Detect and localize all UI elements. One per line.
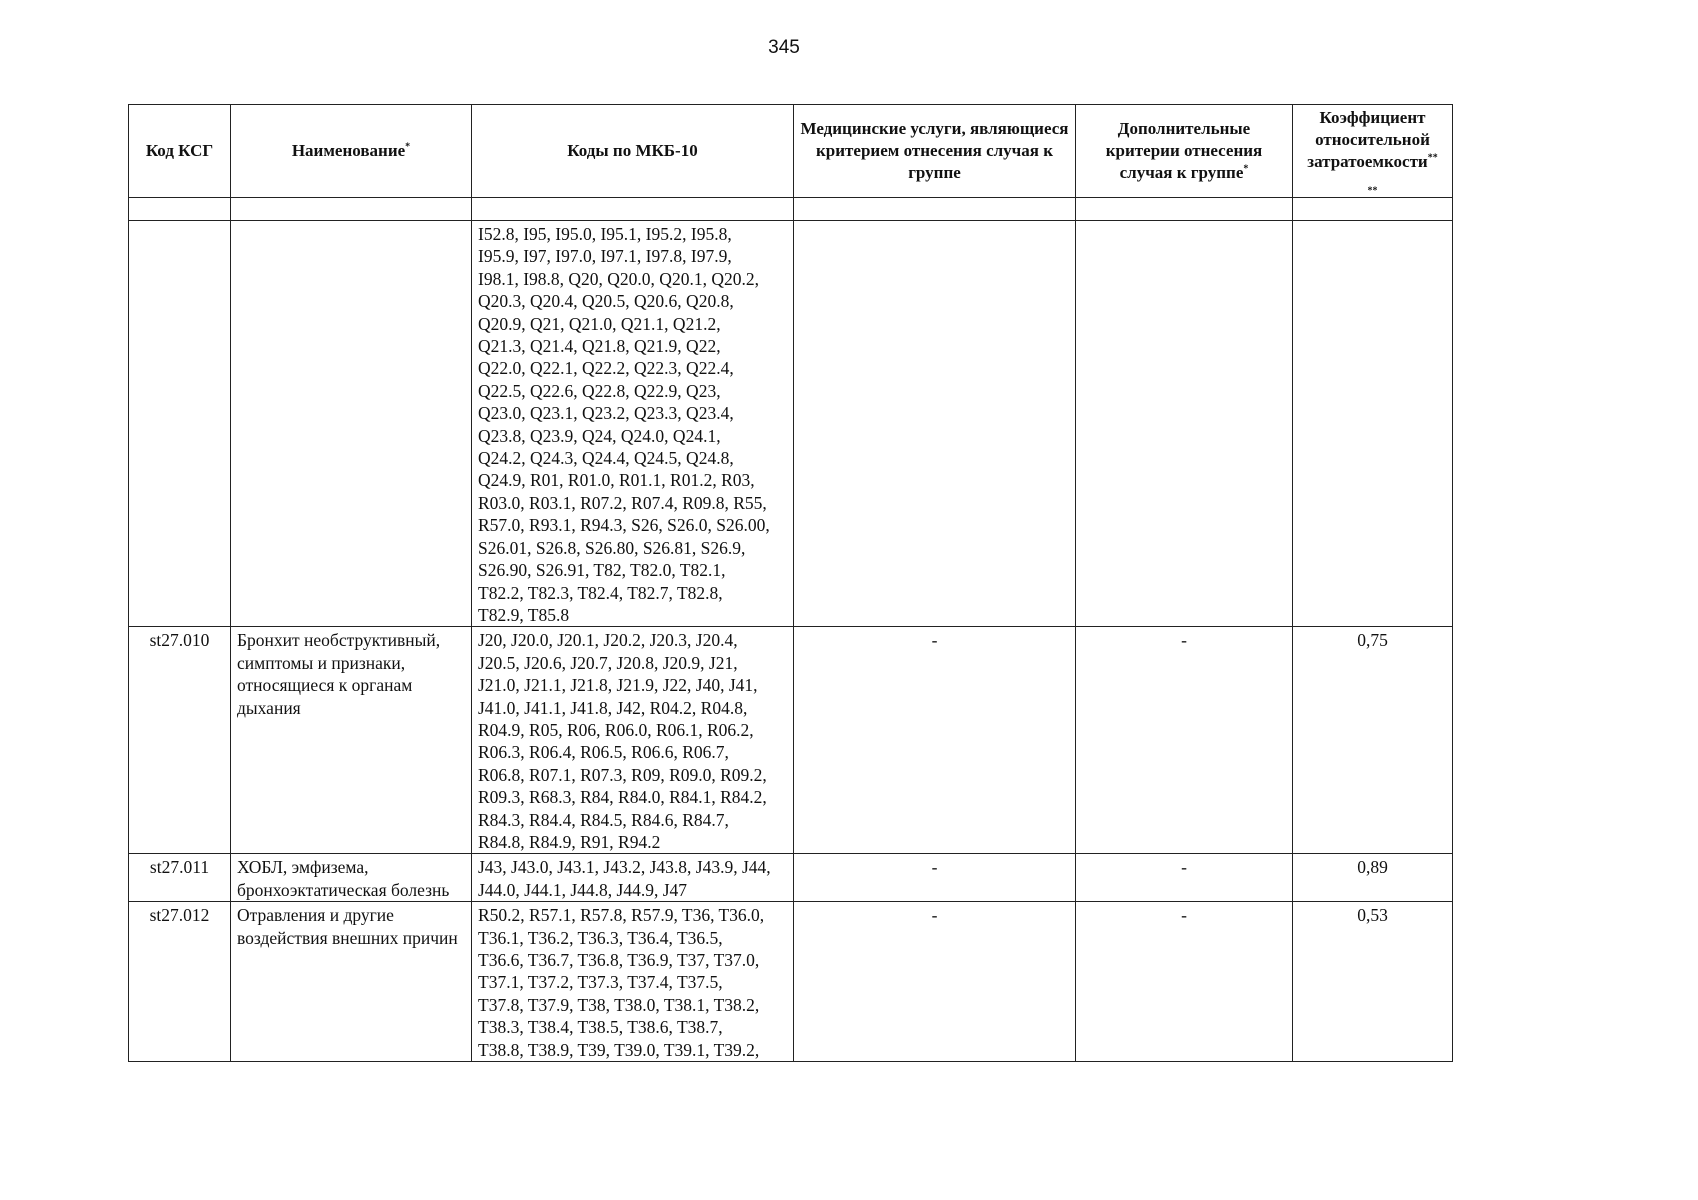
extra-criteria-cell: - — [1076, 854, 1293, 902]
mkb-codes-cell: I52.8, I95, I95.0, I95.1, I95.2, I95.8, I95.9, I97, I97.0, I97.1, I97.8, I97.9, I98.1, I98.8, Q20, Q20.0, Q20.1, Q20.2, Q20.3, Q20.4, Q20.5, Q20.6, Q20.8, Q20.9, Q21, Q21.0, Q21.1, Q21.2, Q21.3, Q21.4, Q21.8, Q21.9, Q22, Q22.0, Q22.1, Q22.2, Q22.3, Q22.4, Q22.5, Q22.6, Q22.8, Q22.9, Q23, Q23.0, Q23.1, Q23.2, Q23.3, Q23.4, Q23.8, Q23.9, Q24, Q24.0, Q24.1, Q24.2, Q24.3, Q24.4, Q24.5, Q24.8, Q24.9, R01, R01.0, R01.1, R01.2, R03, R03.0, R03.1, R07.2, R07.4, R09.8, R55, R57.0, R93.1, R94.3, S26, S26.0, S26.00, S26.01, S26.8, S26.80, S26.81, S26.9, S26.90, S26.91, T82, T82.0, T82.1, T82.2, T82.3, T82.4, T82.7, T82.8, T82.9, T85.8 — [472, 221, 794, 627]
table-row — [129, 627, 1453, 854]
page-number: 345 — [768, 37, 800, 58]
footnote-mark: ** — [1367, 185, 1378, 197]
name-cell: Бронхит необструктивный, симптомы и признаки, относящиеся к органам дыхания — [231, 627, 472, 854]
spacer-row — [129, 198, 1453, 221]
coefficient-cell — [1293, 221, 1453, 627]
ksg-code-cell — [129, 221, 231, 627]
footnote-mark: * — [1243, 163, 1249, 175]
extra-criteria-cell: - — [1076, 902, 1293, 1062]
table-row — [129, 221, 1453, 627]
services-cell: - — [794, 854, 1076, 902]
coefficient-cell: 0,53 — [1293, 902, 1453, 1062]
header-extra-criteria: Дополнительные критерии отнесения случая к группе* — [1076, 105, 1293, 198]
ksg-code-cell: st27.011 — [129, 854, 231, 902]
mkb-codes-cell: J20, J20.0, J20.1, J20.2, J20.3, J20.4, J20.5, J20.6, J20.7, J20.8, J20.9, J21, J21.0, J21.1, J21.8, J21.9, J22, J40, J41, J41.0, J41.1, J41.8, J42, R04.2, R04.8, R04.9, R05, R06, R06.0, R06.1, R06.2, R06.3, R06.4, R06.5, R06.6, R06.7, R06.8, R07.1, R07.3, R09, R09.0, R09.2, R09.3, R68.3, R84, R84.0, R84.1, R84.2, R84.3, R84.4, R84.5, R84.6, R84.7, R84.8, R84.9, R91, R94.2 — [472, 627, 794, 854]
table-row — [129, 854, 1453, 902]
extra-criteria-cell — [1076, 221, 1293, 627]
header-name: Наименование* — [231, 105, 472, 198]
table-row — [129, 902, 1453, 1062]
header-mkb-codes: Коды по МКБ-10 — [472, 105, 794, 198]
footnote-mark: * — [405, 141, 411, 153]
header-coefficient: Коэффициент относительной затратоемкости** $_{**}$ — [1293, 105, 1453, 198]
header-row — [129, 105, 1453, 198]
services-cell: - — [794, 627, 1076, 854]
coefficient-cell: 0,75 — [1293, 627, 1453, 854]
name-cell: ХОБЛ, эмфизема, бронхоэктатическая болезнь — [231, 854, 472, 902]
coefficient-cell: 0,89 — [1293, 854, 1453, 902]
footnote-mark: ** — [1427, 152, 1438, 164]
services-cell — [794, 221, 1076, 627]
ksg-code-cell: st27.012 — [129, 902, 231, 1062]
services-cell: - — [794, 902, 1076, 1062]
extra-criteria-cell: - — [1076, 627, 1293, 854]
ksg-table — [128, 104, 1453, 1062]
name-cell — [231, 221, 472, 627]
header-code: Код КСГ — [129, 105, 231, 198]
mkb-codes-cell: J43, J43.0, J43.1, J43.2, J43.8, J43.9, J44, J44.0, J44.1, J44.8, J44.9, J47 — [472, 854, 794, 902]
ksg-code-cell: st27.010 — [129, 627, 231, 854]
mkb-codes-cell: R50.2, R57.1, R57.8, R57.9, T36, T36.0, T36.1, T36.2, T36.3, T36.4, T36.5, T36.6, T36.7, T36.8, T36.9, T37, T37.0, T37.1, T37.2, T37.3, T37.4, T37.5, T37.8, T37.9, T38, T38.0, T38.1, T38.2, T38.3, T38.4, T38.5, T38.6, T38.7, T38.8, T38.9, T39, T39.0, T39.1, T39.2, — [472, 902, 794, 1062]
header-services: Медицинские услуги, являющиеся критерием отнесения случая к группе — [794, 105, 1076, 198]
name-cell: Отравления и другие воздействия внешних причин — [231, 902, 472, 1062]
